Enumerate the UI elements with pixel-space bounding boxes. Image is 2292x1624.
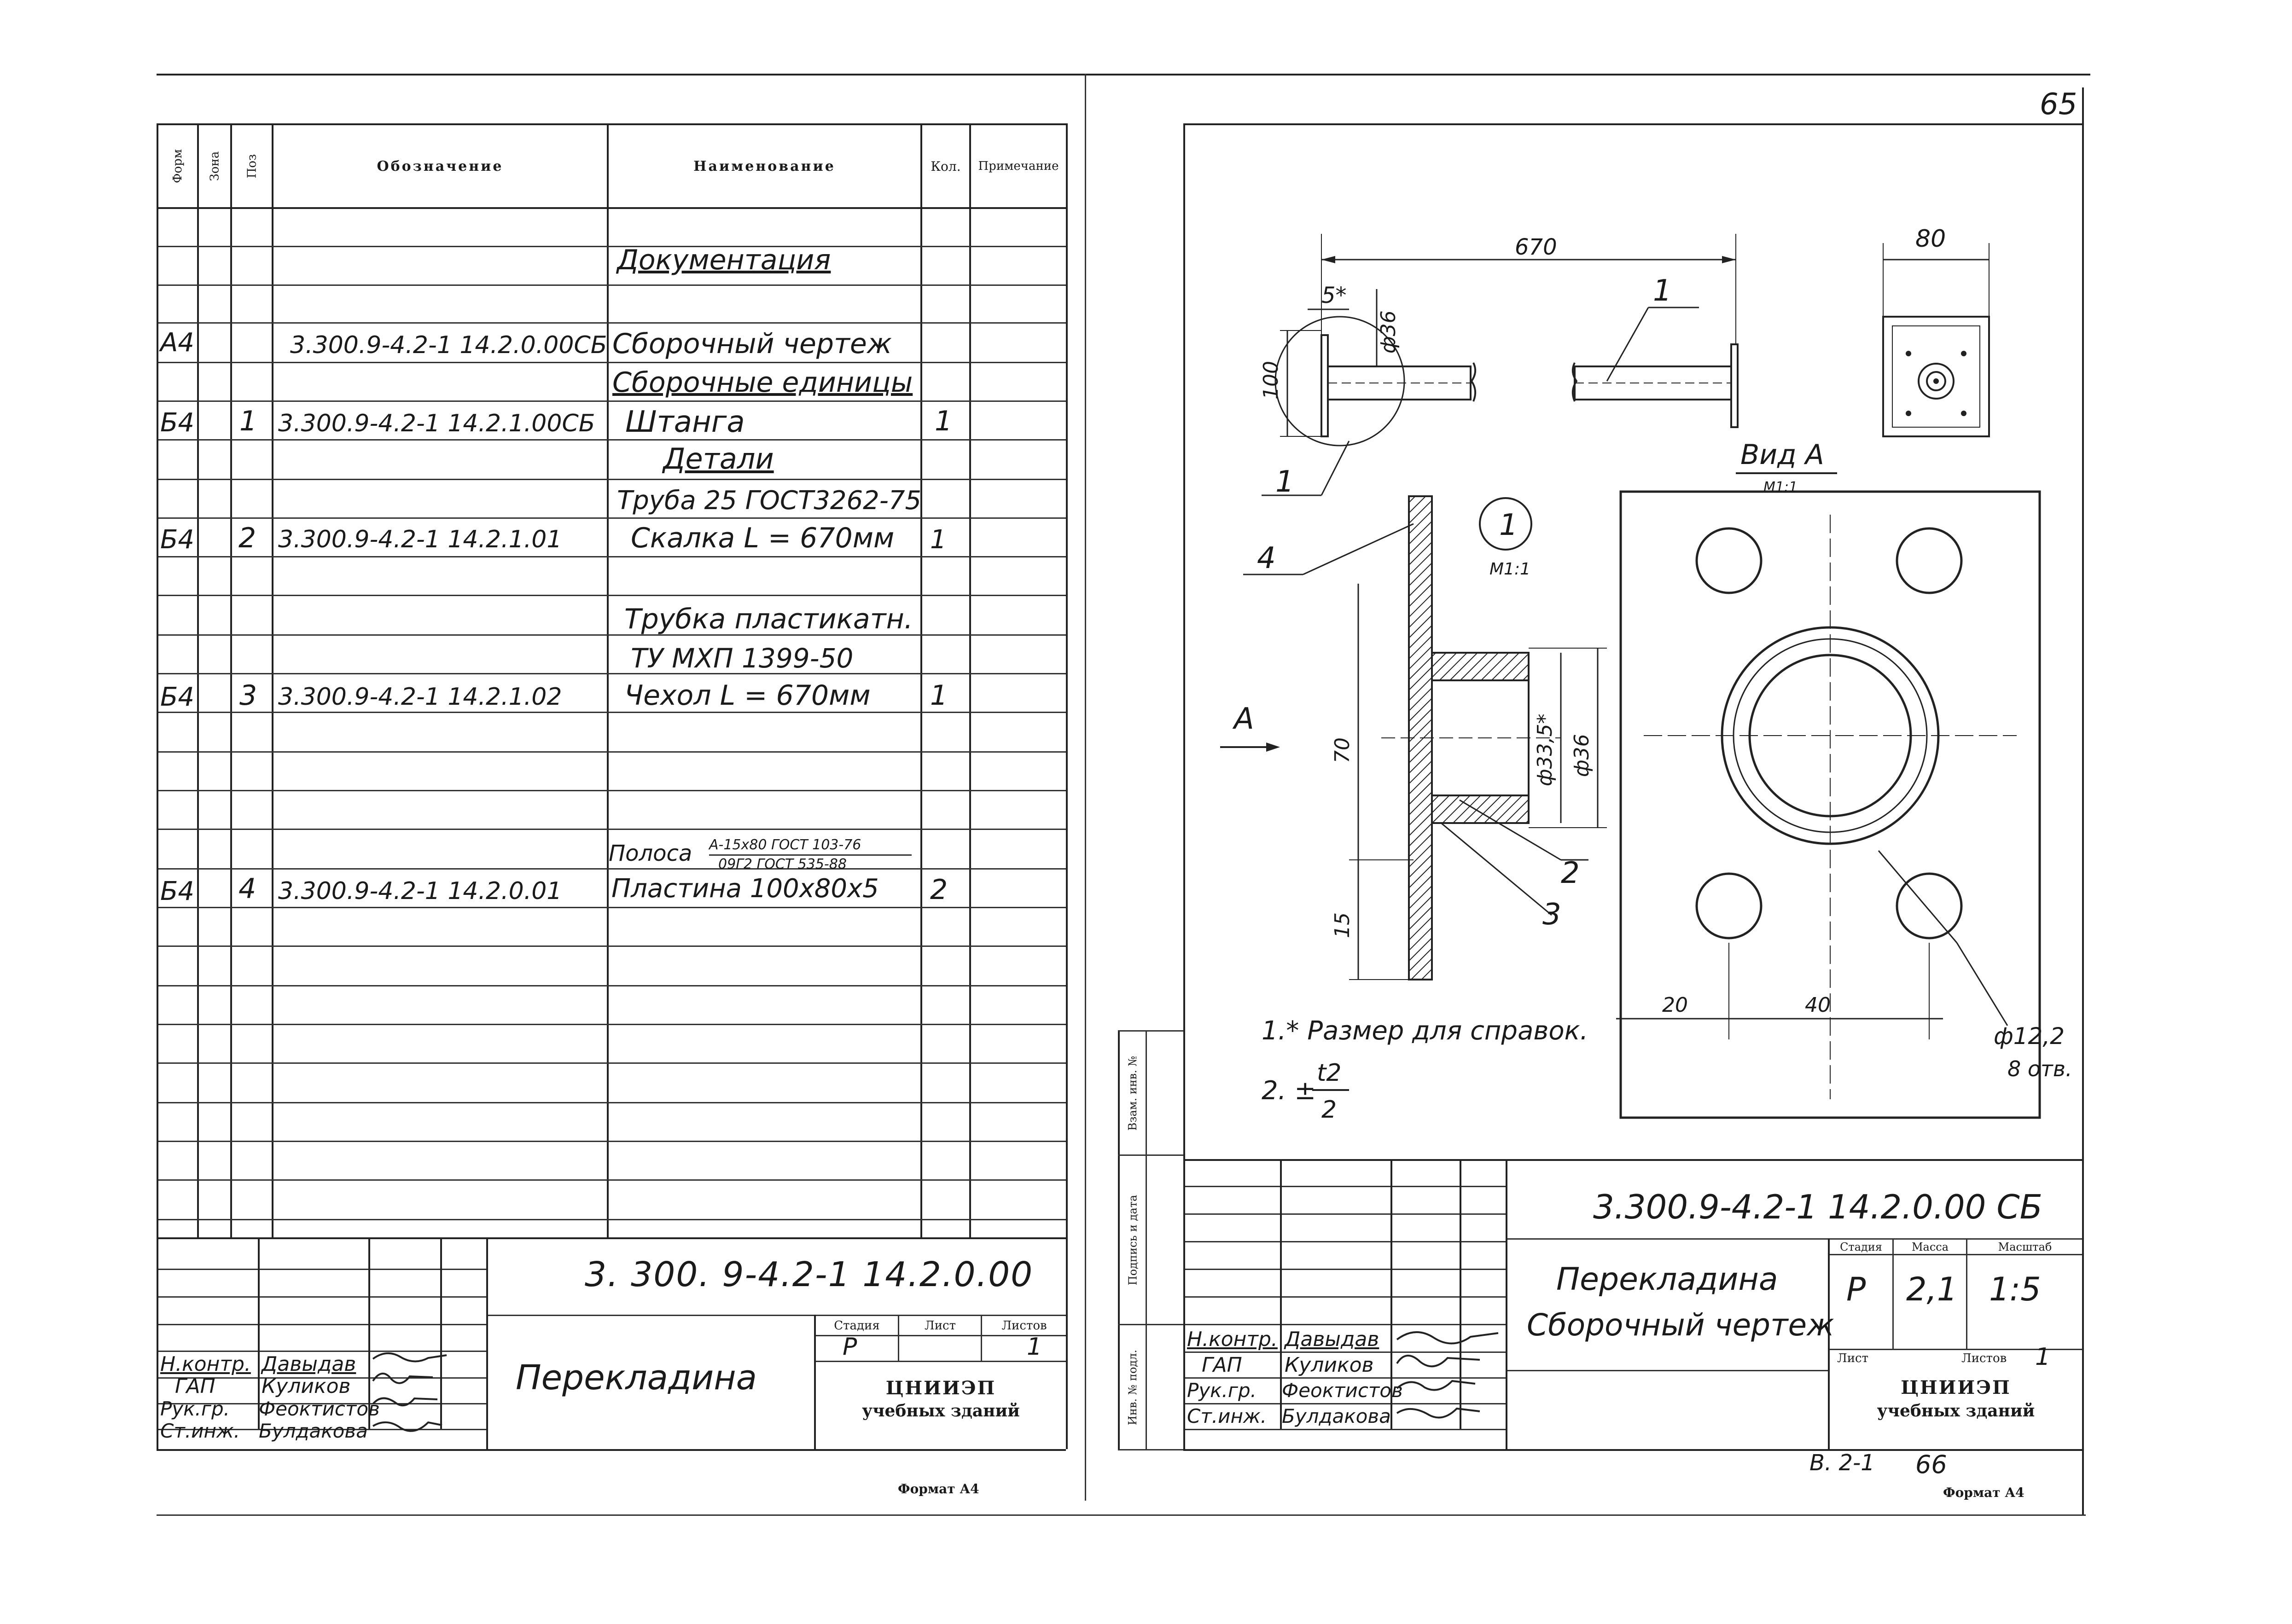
view-a-label: Вид А	[1740, 439, 1824, 471]
left-staff-name: Феоктистов	[259, 1398, 380, 1420]
row-form: Б4	[160, 682, 195, 712]
col-note-header: Примечание	[978, 159, 1059, 173]
plate-small-view	[1883, 243, 1989, 436]
row-strip: Полоса	[609, 841, 692, 866]
callout-1-top: 1	[1653, 274, 1672, 308]
right-scale-value: 1:5	[1989, 1270, 2041, 1308]
row-form: А4	[160, 328, 194, 358]
row-qty: 1	[930, 525, 947, 555]
left-staff-role: ГАП	[175, 1375, 215, 1398]
row-details: Детали	[663, 442, 774, 476]
row-name: Сборочный чертеж	[612, 328, 892, 360]
left-doc-title: Перекладина	[516, 1358, 757, 1398]
row-pos: 2	[239, 522, 256, 554]
row-designation: 3.300.9-4.2-1 14.2.1.01	[278, 526, 562, 553]
left-doc-code: 3. 300. 9-4.2-1 14.2.0.00	[585, 1255, 1034, 1294]
left-format: Формат А4	[898, 1481, 979, 1496]
rod-elevation	[1262, 234, 1738, 495]
row-name: Штанга	[625, 405, 745, 439]
row-name: Трубка пластикатн.	[624, 603, 913, 635]
note-2-num: t2	[1317, 1059, 1342, 1087]
dim-40: 40	[1805, 993, 1831, 1017]
row-form: Б4	[160, 408, 195, 438]
left-sheets-label: Листов	[1001, 1319, 1047, 1333]
row-name: Чехол L = 670мм	[624, 679, 871, 712]
right-staff-role: Н.контр.	[1187, 1328, 1278, 1351]
right-sheet-label: Лист	[1837, 1351, 1868, 1365]
row-name: Пластина 100х80х5	[611, 874, 879, 904]
row-strip-frac-bottom: 09Г2 ГОСТ 535-88	[718, 856, 847, 872]
view-a-scale: М1:1	[1763, 479, 1798, 495]
side-inv-original: Инв. № подл.	[1126, 1349, 1140, 1426]
left-staff-role: Ст.инж.	[160, 1420, 240, 1442]
right-staff-role: ГАП	[1202, 1353, 1242, 1377]
page-number: 65	[2040, 87, 2077, 122]
left-org-sub: учебных зданий	[862, 1401, 1020, 1421]
left-staff-role: Н.контр.	[160, 1352, 251, 1376]
right-format: Формат А4	[1943, 1485, 2024, 1500]
dim-phi36-top: ф36	[1377, 310, 1400, 354]
right-stage-label: Стадия	[1840, 1241, 1882, 1253]
detail-marker: 1	[1499, 508, 1518, 542]
right-org-sub: учебных зданий	[1877, 1401, 2035, 1421]
col-zone-header: Зона	[208, 151, 221, 181]
holes-count: 8 отв.	[2007, 1056, 2072, 1081]
dim-70: 70	[1331, 737, 1354, 763]
row-form: Б4	[160, 525, 195, 555]
row-strip-frac-top: А-15х80 ГОСТ 103-76	[709, 837, 861, 853]
dim-670: 670	[1515, 234, 1557, 260]
col-name-header: Наименование	[693, 158, 836, 174]
row-name: ТУ МХП 1399-50	[631, 643, 854, 674]
right-org: ЦНИИЭП	[1901, 1376, 2011, 1398]
dim-20: 20	[1662, 993, 1688, 1017]
row-designation: 3.300.9-4.2-1 14.2.0.00СБ	[290, 331, 607, 359]
arrow-a-label: А	[1234, 702, 1254, 736]
left-staff-name: Куликов	[262, 1375, 351, 1398]
view-a-plate	[1616, 492, 2040, 1118]
col-pos-header: Поз	[244, 154, 259, 179]
right-staff-role: Ст.инж.	[1187, 1405, 1267, 1427]
right-doc-title-1: Перекладина	[1556, 1261, 1778, 1298]
row-form: Б4	[160, 876, 195, 906]
bottom-page: 66	[1915, 1450, 1947, 1479]
row-name: Труба 25 ГОСТ3262-75	[617, 486, 922, 516]
note-2-prefix: 2. ±	[1262, 1076, 1316, 1106]
right-sheets-label: Листов	[1961, 1351, 2007, 1365]
row-pos: 4	[239, 873, 256, 905]
left-sheet-label: Лист	[925, 1319, 956, 1333]
col-designation-header: Обозначение	[377, 158, 504, 174]
col-qty-header: Кол.	[931, 158, 961, 174]
dim-phi335: ф33,5*	[1533, 713, 1557, 786]
right-scale-label: Масштаб	[1998, 1241, 2052, 1253]
right-staff-name: Булдакова	[1282, 1405, 1391, 1427]
dim-phi122: ф12,2	[1994, 1023, 2065, 1050]
row-documentation: Документация	[617, 244, 831, 276]
right-staff-name: Феоктистов	[1282, 1379, 1403, 1402]
right-sheets-value: 1	[2035, 1343, 2051, 1371]
right-stage-value: Р	[1846, 1270, 1866, 1308]
callout-3: 3	[1542, 898, 1561, 932]
detail-scale: М1:1	[1489, 560, 1530, 579]
left-org: ЦНИИЭП	[885, 1377, 996, 1399]
bottom-ref: В. 2-1	[1809, 1450, 1875, 1476]
row-designation: 3.300.9-4.2-1 14.2.1.02	[278, 683, 562, 711]
note-1: 1.* Размер для справок.	[1262, 1016, 1588, 1046]
left-staff-role: Рук.гр.	[160, 1398, 230, 1420]
row-pos: 3	[239, 679, 257, 712]
side-inv-replace: Взам. инв. №	[1126, 1056, 1139, 1131]
dim-100: 100	[1259, 361, 1283, 400]
right-doc-code: 3.300.9-4.2-1 14.2.0.00 СБ	[1593, 1188, 2043, 1226]
row-designation: 3.300.9-4.2-1 14.2.1.00СБ	[278, 410, 595, 437]
row-designation: 3.300.9-4.2-1 14.2.0.01	[278, 877, 562, 905]
dim-5: 5*	[1321, 283, 1347, 308]
dim-phi36: ф36	[1570, 734, 1594, 777]
callout-1-left: 1	[1275, 465, 1294, 499]
row-pos: 1	[239, 405, 257, 437]
left-staff-name: Давыдав	[262, 1352, 356, 1376]
left-signatures	[368, 1349, 451, 1450]
right-mass-label: Масса	[1911, 1241, 1949, 1253]
right-signatures	[1392, 1321, 1503, 1432]
left-staff-name: Булдакова	[259, 1420, 368, 1442]
row-qty: 2	[930, 874, 948, 906]
callout-2: 2	[1561, 856, 1580, 890]
right-mass-value: 2,1	[1906, 1270, 1958, 1308]
note-2-den: 2	[1321, 1096, 1337, 1124]
left-sheets-value: 1	[1027, 1333, 1042, 1361]
assembly-drawing	[1183, 123, 2084, 1159]
dim-80: 80	[1915, 225, 1946, 253]
row-assembly-units: Сборочные единицы	[612, 366, 913, 399]
row-qty: 1	[930, 679, 948, 712]
row-name: Скалка L = 670мм	[631, 522, 895, 554]
side-signature-date: Подпись и дата	[1126, 1195, 1139, 1286]
right-staff-name: Куликов	[1285, 1353, 1374, 1377]
right-doc-title-2: Сборочный чертеж	[1527, 1307, 1834, 1343]
col-form-header: Форм	[170, 149, 185, 184]
callout-4: 4	[1257, 541, 1276, 575]
dim-15: 15	[1331, 912, 1354, 938]
right-staff-name: Давыдав	[1285, 1328, 1379, 1351]
left-stage-label: Стадия	[834, 1319, 880, 1333]
right-staff-role: Рук.гр.	[1187, 1379, 1257, 1402]
left-stage-value: Р	[843, 1333, 857, 1361]
row-qty: 1	[935, 405, 953, 437]
